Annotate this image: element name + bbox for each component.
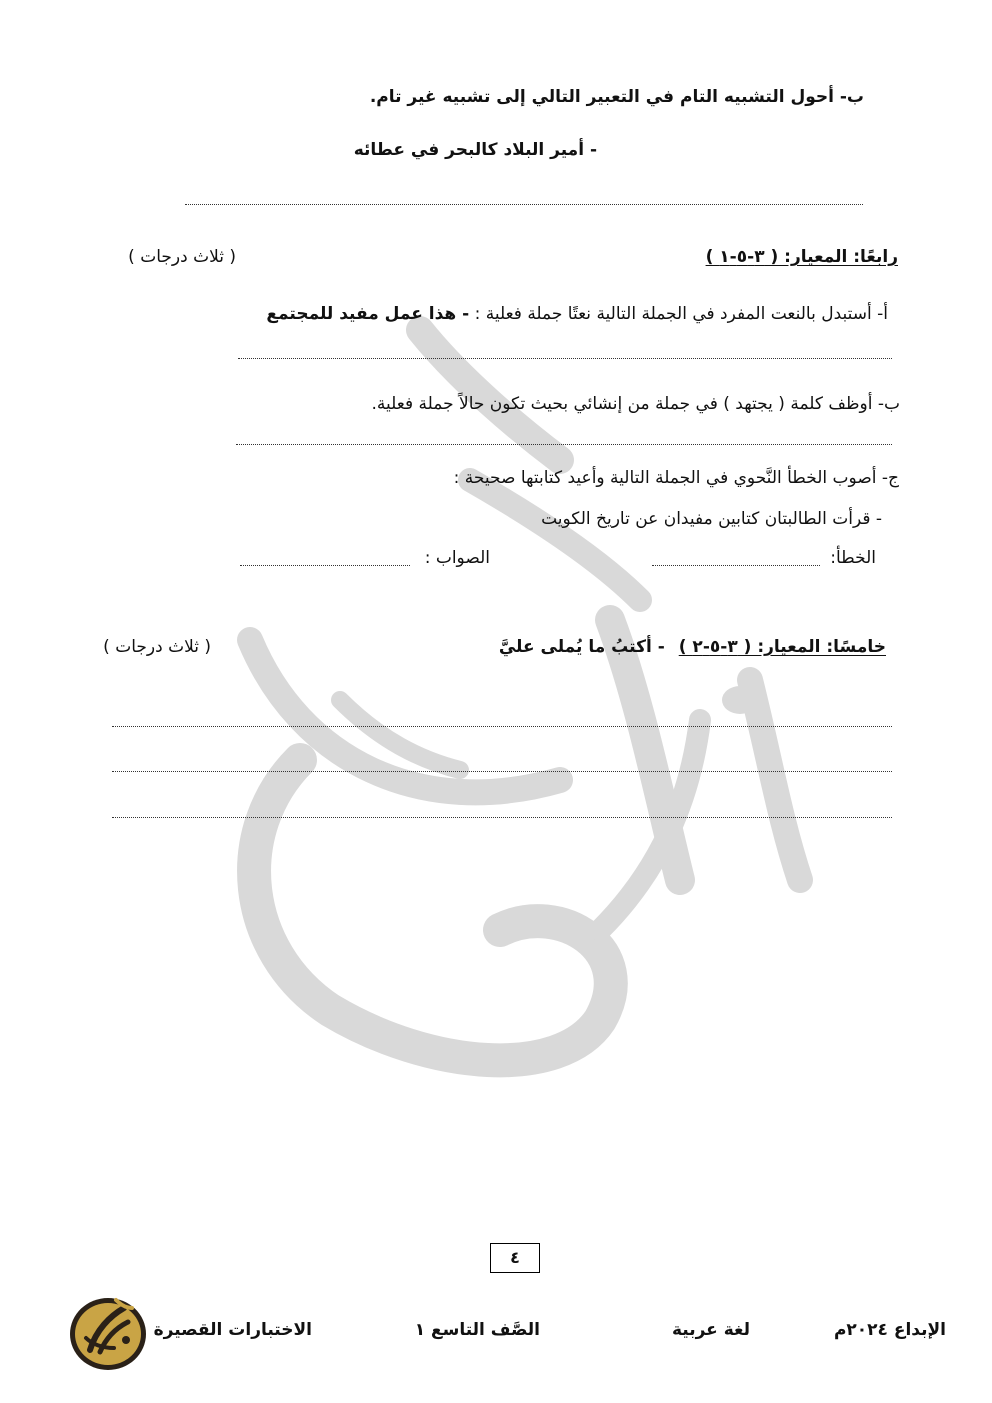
- question-4b-instruction: ب- أوظف كلمة ( يجتهد ) في جملة من إنشائي بحيث تكون حالاً جملة فعلية.: [371, 394, 900, 414]
- footer-subject: لغة عربية: [671, 1320, 750, 1340]
- correct-answer-line[interactable]: [240, 565, 410, 566]
- dictation-line-1[interactable]: [112, 726, 892, 727]
- correct-label: الصواب :: [424, 548, 490, 568]
- section4-heading: رابعًا: المعيار: ( ٣-٥-١ ): [705, 247, 898, 267]
- footer-brand-year: الإبداع ٢٠٢٤م: [833, 1320, 946, 1340]
- answer-line-4b[interactable]: [236, 444, 892, 445]
- question-4a-sentence: - هذا عمل مفيد للمجتمع: [266, 304, 470, 324]
- error-label: الخطأ:: [830, 548, 876, 568]
- answer-line-4a[interactable]: [238, 358, 892, 359]
- question-4a-instruction: أ- أستبدل بالنعت المفرد في الجملة التالية نعتًا جملة فعلية :: [474, 304, 888, 324]
- section5-task: - أكتبُ ما يُملى عليَّ: [498, 637, 665, 657]
- question-4a: [266, 302, 888, 326]
- question-3b-sentence: - أمير البلاد كالبحر في عطائه: [353, 140, 597, 160]
- dictation-line-3[interactable]: [112, 817, 892, 818]
- dictation-line-2[interactable]: [112, 771, 892, 772]
- footer-grade: الصَّف التاسع ١: [414, 1320, 540, 1340]
- brand-logo: [66, 1290, 150, 1374]
- footer-series: الاختبارات القصيرة: [153, 1320, 312, 1340]
- section4-marks: ( ثلاث درجات ): [128, 247, 236, 267]
- section5-marks: ( ثلاث درجات ): [103, 637, 211, 657]
- error-answer-line[interactable]: [652, 565, 820, 566]
- question-4c-sentence: - قرأت الطالبتان كتابين مفيدان عن تاريخ الكويت: [541, 509, 882, 529]
- page-number: ٤: [490, 1243, 540, 1273]
- section5-header: [499, 635, 886, 659]
- section5-heading: خامسًا: المعيار: ( ٣-٥-٢ ): [678, 637, 886, 657]
- question-4c-instruction: ج- أصوب الخطأ النَّحوي في الجملة التالية وأعيد كتابتها صحيحة :: [453, 468, 899, 488]
- answer-line-3b[interactable]: [185, 204, 863, 205]
- question-3b-instruction: ب- أحول التشبيه التام في التعبير التالي إلى تشبيه غير تام.: [369, 87, 864, 107]
